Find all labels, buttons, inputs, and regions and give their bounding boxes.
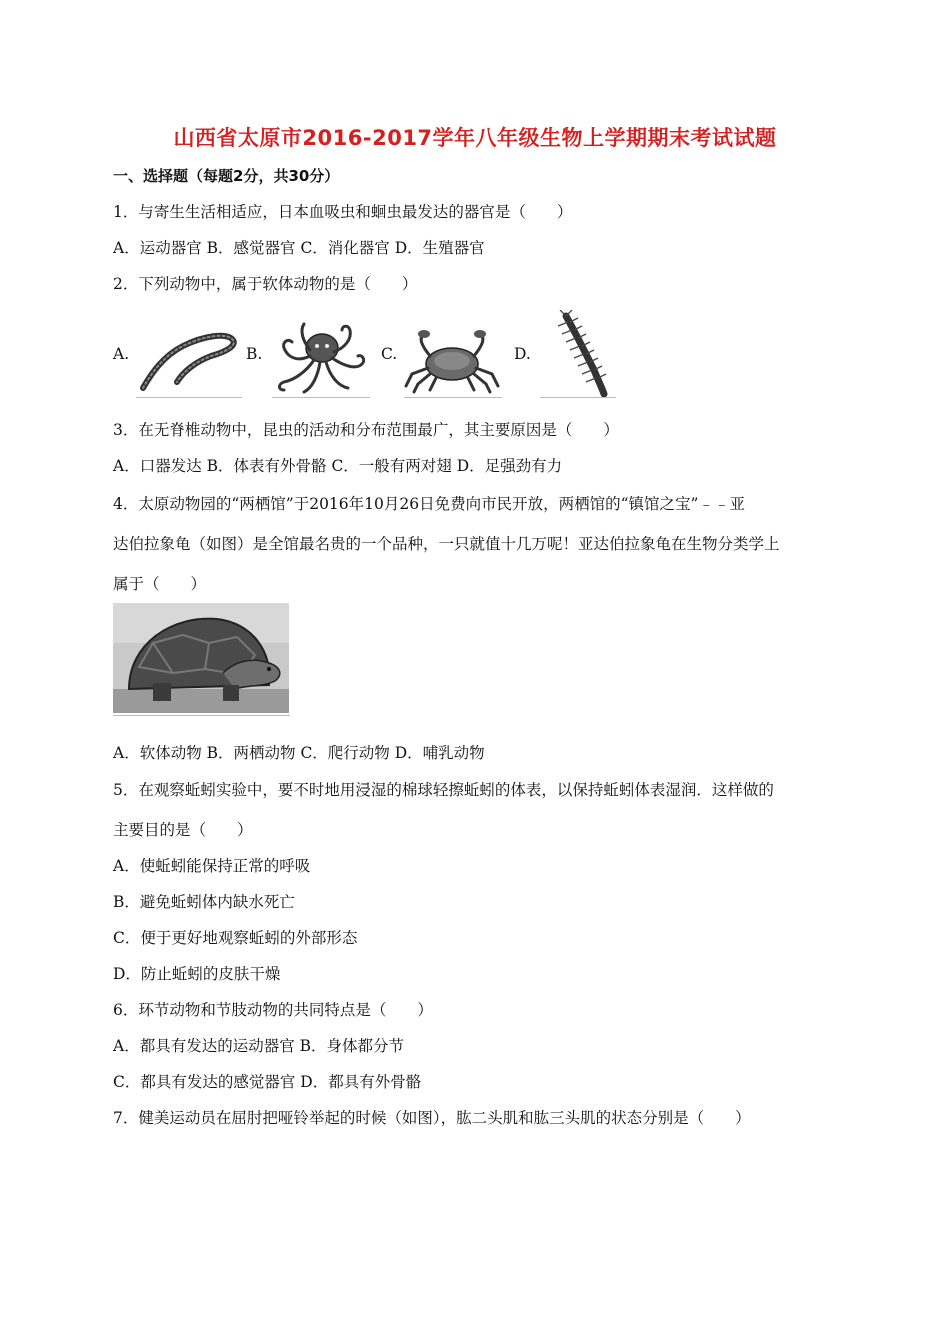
image-baseline: [136, 397, 242, 398]
option-a-label: A.: [113, 345, 130, 363]
crab-image: [402, 328, 502, 394]
question-3-stem: 3．在无脊椎动物中，昆虫的活动和分布范围最广，其主要原因是（ ）: [113, 421, 619, 439]
centipede-image: [540, 310, 620, 398]
option-d-label: D.: [514, 345, 531, 363]
question-2-stem: 2．下列动物中，属于软体动物的是（ ）: [113, 275, 418, 293]
question-4-stem-line1: 4．太原动物园的“两栖馆”于2016年10月26日免费向市民开放，两栖馆的“镇馆之宝”﹣﹣亚: [113, 495, 745, 513]
question-4-options: A．软体动物 B．两栖动物 C．爬行动物 D．哺乳动物: [113, 744, 485, 762]
octopus-image: [270, 318, 370, 398]
question-6-stem: 6．环节动物和节肢动物的共同特点是（ ）: [113, 1001, 433, 1019]
image-baseline: [540, 397, 616, 398]
question-5-option-b: B．避免蚯蚓体内缺水死亡: [113, 893, 295, 911]
question-4-stem-line2: 达伯拉象龟（如图）是全馆最名贵的一个品种，一只就值十几万呢！亚达伯拉象龟在生物分类学上: [113, 535, 780, 553]
question-6-options-line2: C．都具有发达的感觉器官 D．都具有外骨骼: [113, 1073, 422, 1091]
image-baseline: [272, 397, 370, 398]
question-5-option-d: D．防止蚯蚓的皮肤干燥: [113, 965, 281, 983]
question-5-option-c: C．便于更好地观察蚯蚓的外部形态: [113, 929, 358, 947]
image-baseline: [404, 397, 502, 398]
question-4-stem-line3: 属于（ ）: [113, 575, 207, 593]
earthworm-image: [137, 322, 241, 396]
image-baseline: [113, 715, 290, 716]
question-5-option-a: A．使蚯蚓能保持正常的呼吸: [113, 857, 311, 875]
question-5-stem-line2: 主要目的是（ ）: [113, 821, 253, 839]
option-c-label: C.: [381, 345, 398, 363]
tortoise-image: [113, 603, 289, 713]
option-b-label: B.: [246, 345, 263, 363]
question-3-options: A．口器发达 B．体表有外骨骼 C．一般有两对翅 D．足强劲有力: [113, 457, 563, 475]
question-1-stem: 1．与寄生生活相适应，日本血吸虫和蛔虫最发达的器官是（ ）: [113, 203, 573, 221]
question-7-stem: 7．健美运动员在屈肘把哑铃举起的时候（如图），肱二头肌和肱三头肌的状态分别是（ ）: [113, 1109, 751, 1127]
question-1-options: A．运动器官 B．感觉器官 C．消化器官 D．生殖器官: [113, 239, 485, 257]
section-heading: 一、选择题（每题2分，共30分）: [113, 167, 340, 185]
question-6-options-line1: A．都具有发达的运动器官 B．身体都分节: [113, 1037, 405, 1055]
question-5-stem-line1: 5．在观察蚯蚓实验中，要不时地用浸湿的棉球轻擦蚯蚓的体表，以保持蚯蚓体表湿润．这样做的: [113, 781, 774, 799]
page-title: 山西省太原市2016-2017学年八年级生物上学期期末考试试题: [173, 126, 777, 150]
